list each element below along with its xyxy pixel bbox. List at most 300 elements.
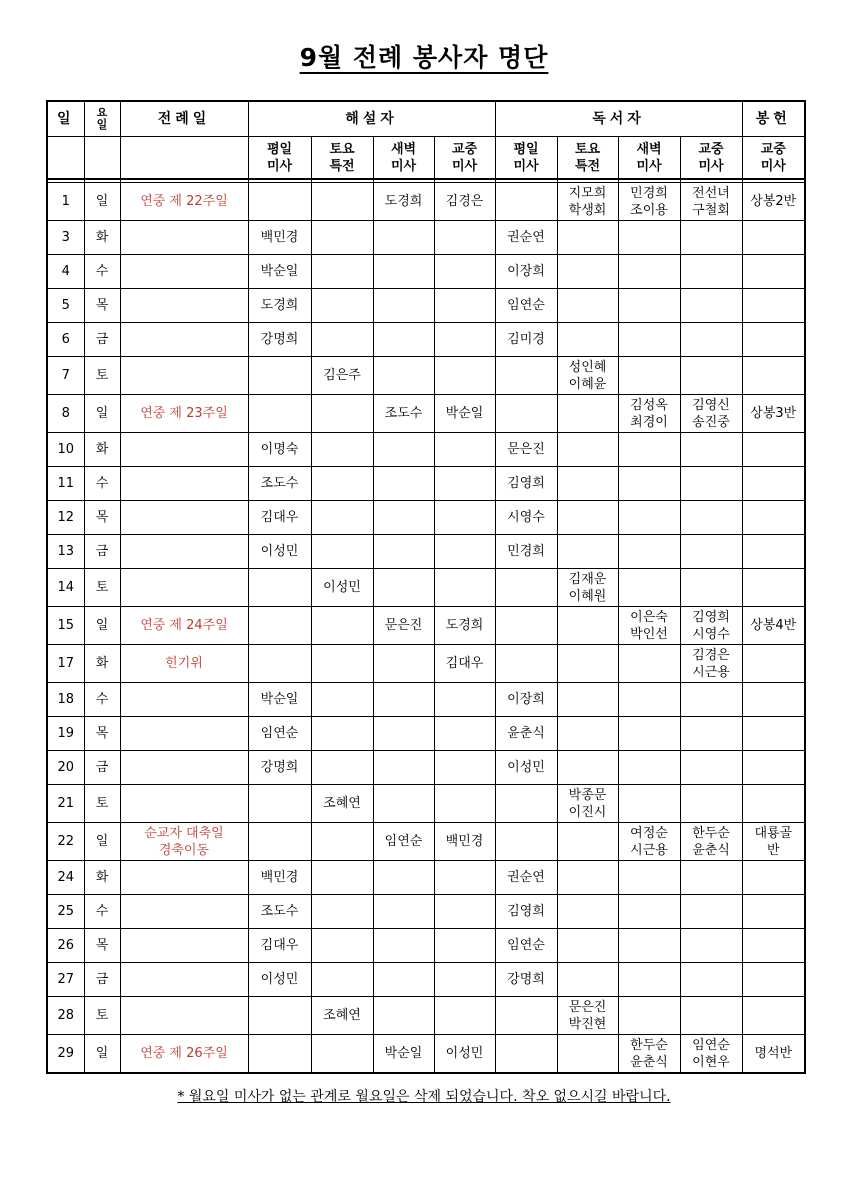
day-cell: 24 [47, 861, 84, 895]
assignment-cell: 대룡골 반 [742, 823, 805, 861]
assignment-cell [373, 501, 434, 535]
page-title [0, 38, 848, 74]
assignment-cell: 성인혜 이혜윤 [557, 357, 618, 395]
table-row [47, 1035, 805, 1074]
assignment-cell: 조도수 [248, 467, 311, 501]
assignment-cell [680, 751, 742, 785]
weekday-cell: 토 [84, 357, 120, 395]
sub-header: 새벽 미사 [618, 137, 680, 180]
liturgy-cell [120, 683, 248, 717]
table-row [47, 569, 805, 607]
weekday-cell: 화 [84, 861, 120, 895]
assignment-cell [618, 467, 680, 501]
assignment-cell [495, 823, 557, 861]
table-row [47, 183, 805, 221]
footnote-text: * 월요일 미사가 없는 관계로 월요일은 삭제 되었습니다. 착오 없으시길 바랍니다. [177, 1089, 671, 1105]
day-cell: 5 [47, 289, 84, 323]
assignment-cell: 윤춘식 [495, 717, 557, 751]
assignment-cell [618, 997, 680, 1035]
assignment-cell [248, 183, 311, 221]
day-cell: 1 [47, 183, 84, 221]
assignment-cell [680, 289, 742, 323]
assignment-cell [618, 785, 680, 823]
assignment-cell: 박순일 [248, 683, 311, 717]
weekday-cell: 수 [84, 467, 120, 501]
assignment-cell: 박순일 [373, 1035, 434, 1074]
assignment-cell: 김영희 시영수 [680, 607, 742, 645]
assignment-cell [373, 221, 434, 255]
assignment-cell [618, 357, 680, 395]
assignment-cell: 상봉4반 [742, 607, 805, 645]
assignment-cell [680, 357, 742, 395]
sub-header: 교중 미사 [742, 137, 805, 180]
assignment-cell [373, 963, 434, 997]
assignment-cell [742, 751, 805, 785]
assignment-cell [311, 717, 373, 751]
assignment-cell: 상봉3반 [742, 395, 805, 433]
liturgy-cell [120, 357, 248, 395]
assignment-cell [311, 255, 373, 289]
assignment-cell: 김영신 송진중 [680, 395, 742, 433]
assignment-cell [742, 501, 805, 535]
weekday-cell: 금 [84, 963, 120, 997]
roster-table [46, 100, 806, 1074]
assignment-cell [742, 929, 805, 963]
assignment-cell [557, 929, 618, 963]
assignment-cell [373, 535, 434, 569]
assignment-cell [680, 861, 742, 895]
assignment-cell: 이명숙 [248, 433, 311, 467]
assignment-cell [680, 433, 742, 467]
table-row [47, 357, 805, 395]
assignment-cell: 김경은 [434, 183, 495, 221]
weekday-cell: 일 [84, 395, 120, 433]
liturgy-cell [120, 501, 248, 535]
day-cell: 4 [47, 255, 84, 289]
header-reader: 독서자 [495, 101, 742, 137]
assignment-cell [680, 929, 742, 963]
assignment-cell [742, 289, 805, 323]
assignment-cell: 한두순 윤춘식 [618, 1035, 680, 1074]
assignment-cell [434, 895, 495, 929]
weekday-cell: 목 [84, 289, 120, 323]
assignment-cell: 김영희 [495, 895, 557, 929]
assignment-cell: 권순연 [495, 861, 557, 895]
assignment-cell: 백민경 [248, 861, 311, 895]
assignment-cell [373, 323, 434, 357]
assignment-cell [495, 997, 557, 1035]
assignment-cell [557, 289, 618, 323]
assignment-cell [248, 395, 311, 433]
table-row [47, 823, 805, 861]
assignment-cell [248, 997, 311, 1035]
assignment-cell [618, 323, 680, 357]
day-cell: 10 [47, 433, 84, 467]
assignment-cell [434, 963, 495, 997]
assignment-cell: 김성옥 최경이 [618, 395, 680, 433]
table-row [47, 963, 805, 997]
assignment-cell: 조혜연 [311, 997, 373, 1035]
assignment-cell [434, 751, 495, 785]
roster-body [47, 179, 805, 1073]
assignment-cell [618, 221, 680, 255]
assignment-cell [618, 569, 680, 607]
assignment-cell: 강명희 [495, 963, 557, 997]
assignment-cell: 이성민 [311, 569, 373, 607]
assignment-cell [680, 255, 742, 289]
assignment-cell [680, 717, 742, 751]
day-cell: 25 [47, 895, 84, 929]
assignment-cell [434, 289, 495, 323]
assignment-cell: 지모희 학생회 [557, 183, 618, 221]
liturgy-cell: 힌기위 [120, 645, 248, 683]
liturgy-cell [120, 323, 248, 357]
assignment-cell [311, 861, 373, 895]
assignment-cell [557, 963, 618, 997]
liturgy-cell [120, 963, 248, 997]
footnote [0, 1086, 848, 1106]
assignment-cell [434, 255, 495, 289]
assignment-cell [557, 683, 618, 717]
table-row [47, 501, 805, 535]
header-row-sub [47, 137, 805, 180]
assignment-cell [557, 751, 618, 785]
assignment-cell [680, 569, 742, 607]
assignment-cell [680, 323, 742, 357]
assignment-cell [680, 895, 742, 929]
assignment-cell [680, 963, 742, 997]
assignment-cell: 이성민 [434, 1035, 495, 1074]
table-row [47, 535, 805, 569]
assignment-cell: 임연순 [248, 717, 311, 751]
table-row [47, 221, 805, 255]
day-cell: 19 [47, 717, 84, 751]
table-row [47, 289, 805, 323]
liturgy-cell [120, 569, 248, 607]
assignment-cell [373, 467, 434, 501]
assignment-cell [311, 645, 373, 683]
assignment-cell: 조도수 [373, 395, 434, 433]
assignment-cell [618, 683, 680, 717]
assignment-cell [742, 645, 805, 683]
assignment-cell [618, 861, 680, 895]
sub-header: 새벽 미사 [373, 137, 434, 180]
assignment-cell: 김대우 [248, 929, 311, 963]
table-row [47, 861, 805, 895]
day-cell: 26 [47, 929, 84, 963]
assignment-cell [557, 861, 618, 895]
assignment-cell [311, 1035, 373, 1074]
assignment-cell: 문은진 박진현 [557, 997, 618, 1035]
weekday-cell: 금 [84, 535, 120, 569]
assignment-cell [434, 785, 495, 823]
liturgy-cell [120, 433, 248, 467]
assignment-cell [373, 645, 434, 683]
weekday-cell: 목 [84, 501, 120, 535]
header-commentator: 해설자 [248, 101, 495, 137]
assignment-cell [434, 221, 495, 255]
day-cell: 11 [47, 467, 84, 501]
assignment-cell [373, 929, 434, 963]
assignment-cell [618, 717, 680, 751]
assignment-cell [742, 683, 805, 717]
assignment-cell: 강명희 [248, 323, 311, 357]
assignment-cell: 김미경 [495, 323, 557, 357]
assignment-cell [742, 357, 805, 395]
table-row [47, 433, 805, 467]
assignment-cell [373, 683, 434, 717]
assignment-cell [434, 501, 495, 535]
assignment-cell: 민경희 조이용 [618, 183, 680, 221]
table-row [47, 929, 805, 963]
assignment-cell [311, 323, 373, 357]
table-row [47, 751, 805, 785]
assignment-cell [618, 895, 680, 929]
assignment-cell [557, 433, 618, 467]
assignment-cell: 도경희 [434, 607, 495, 645]
header-blank [120, 137, 248, 180]
assignment-cell [680, 501, 742, 535]
day-cell: 22 [47, 823, 84, 861]
table-row [47, 645, 805, 683]
assignment-cell [373, 433, 434, 467]
weekday-cell: 수 [84, 895, 120, 929]
weekday-cell: 금 [84, 751, 120, 785]
liturgy-cell [120, 535, 248, 569]
liturgy-cell [120, 255, 248, 289]
weekday-cell: 수 [84, 683, 120, 717]
assignment-cell [742, 963, 805, 997]
assignment-cell [680, 535, 742, 569]
liturgy-cell [120, 467, 248, 501]
assignment-cell [373, 861, 434, 895]
assignment-cell [434, 535, 495, 569]
day-cell: 7 [47, 357, 84, 395]
assignment-cell [557, 535, 618, 569]
assignment-cell [618, 963, 680, 997]
liturgy-cell: 순교자 대축일 경축이동 [120, 823, 248, 861]
assignment-cell: 김대우 [434, 645, 495, 683]
assignment-cell [311, 751, 373, 785]
assignment-cell [557, 501, 618, 535]
sub-header: 평일 미사 [495, 137, 557, 180]
assignment-cell [434, 683, 495, 717]
assignment-cell [742, 997, 805, 1035]
liturgy-cell: 연중 제 26주일 [120, 1035, 248, 1074]
assignment-cell: 김대우 [248, 501, 311, 535]
table-row [47, 717, 805, 751]
day-cell: 28 [47, 997, 84, 1035]
assignment-cell: 이장희 [495, 683, 557, 717]
assignment-cell [618, 289, 680, 323]
assignment-cell [742, 717, 805, 751]
header-offertory: 봉헌 [742, 101, 805, 137]
assignment-cell: 박순일 [248, 255, 311, 289]
assignment-cell [557, 395, 618, 433]
assignment-cell: 이장희 [495, 255, 557, 289]
assignment-cell [311, 183, 373, 221]
assignment-cell [618, 255, 680, 289]
assignment-cell: 백민경 [248, 221, 311, 255]
assignment-cell [311, 823, 373, 861]
assignment-cell: 조도수 [248, 895, 311, 929]
sub-header: 토요 특전 [311, 137, 373, 180]
assignment-cell [248, 569, 311, 607]
assignment-cell [742, 861, 805, 895]
assignment-cell [248, 823, 311, 861]
day-cell: 3 [47, 221, 84, 255]
sub-header: 평일 미사 [248, 137, 311, 180]
assignment-cell [248, 357, 311, 395]
header-weekday: 요 일 [84, 101, 120, 137]
liturgy-cell [120, 997, 248, 1035]
assignment-cell [557, 607, 618, 645]
assignment-cell [373, 895, 434, 929]
assignment-cell [311, 467, 373, 501]
assignment-cell [495, 645, 557, 683]
liturgy-cell [120, 895, 248, 929]
weekday-cell: 일 [84, 823, 120, 861]
liturgy-cell: 연중 제 23주일 [120, 395, 248, 433]
assignment-cell [495, 1035, 557, 1074]
assignment-cell [618, 433, 680, 467]
day-cell: 13 [47, 535, 84, 569]
weekday-cell: 화 [84, 433, 120, 467]
assignment-cell: 문은진 [373, 607, 434, 645]
sub-header: 토요 특전 [557, 137, 618, 180]
table-row [47, 895, 805, 929]
liturgy-cell: 연중 제 24주일 [120, 607, 248, 645]
assignment-cell [495, 183, 557, 221]
weekday-cell: 일 [84, 1035, 120, 1074]
liturgy-cell [120, 929, 248, 963]
weekday-cell: 일 [84, 607, 120, 645]
assignment-cell [618, 751, 680, 785]
assignment-cell: 조혜연 [311, 785, 373, 823]
assignment-cell: 김은주 [311, 357, 373, 395]
assignment-cell [311, 895, 373, 929]
assignment-cell [495, 569, 557, 607]
assignment-cell [742, 467, 805, 501]
table-row [47, 255, 805, 289]
table-row [47, 607, 805, 645]
assignment-cell [557, 645, 618, 683]
liturgy-cell: 연중 제 22주일 [120, 183, 248, 221]
assignment-cell [248, 607, 311, 645]
assignment-cell [557, 323, 618, 357]
weekday-cell: 토 [84, 997, 120, 1035]
title-text: 9월 전례 봉사자 명단 [299, 43, 549, 72]
day-cell: 6 [47, 323, 84, 357]
assignment-cell [557, 895, 618, 929]
assignment-cell: 이은숙 박인선 [618, 607, 680, 645]
assignment-cell [742, 255, 805, 289]
header-day: 일 [47, 101, 84, 137]
table-row [47, 323, 805, 357]
assignment-cell [557, 717, 618, 751]
assignment-cell [311, 221, 373, 255]
assignment-cell: 임연순 이현우 [680, 1035, 742, 1074]
assignment-cell [742, 221, 805, 255]
assignment-cell: 이성민 [248, 535, 311, 569]
assignment-cell [373, 751, 434, 785]
assignment-cell: 전선녀 구철회 [680, 183, 742, 221]
day-cell: 14 [47, 569, 84, 607]
assignment-cell [742, 569, 805, 607]
assignment-cell [311, 433, 373, 467]
assignment-cell [557, 467, 618, 501]
day-cell: 12 [47, 501, 84, 535]
assignment-cell [557, 255, 618, 289]
assignment-cell [680, 683, 742, 717]
liturgy-cell [120, 717, 248, 751]
assignment-cell [311, 929, 373, 963]
assignment-cell: 문은진 [495, 433, 557, 467]
assignment-cell [434, 323, 495, 357]
assignment-cell: 임연순 [495, 289, 557, 323]
table-row [47, 467, 805, 501]
assignment-cell [434, 717, 495, 751]
assignment-cell [373, 997, 434, 1035]
assignment-cell: 임연순 [373, 823, 434, 861]
assignment-cell: 임연순 [495, 929, 557, 963]
liturgy-cell [120, 289, 248, 323]
assignment-cell [434, 861, 495, 895]
assignment-cell [495, 607, 557, 645]
sub-header: 교중 미사 [680, 137, 742, 180]
assignment-cell [680, 997, 742, 1035]
assignment-cell: 여정순 시근용 [618, 823, 680, 861]
assignment-cell: 강명희 [248, 751, 311, 785]
weekday-cell: 수 [84, 255, 120, 289]
assignment-cell [495, 357, 557, 395]
assignment-cell: 도경희 [373, 183, 434, 221]
assignment-cell: 명석반 [742, 1035, 805, 1074]
assignment-cell: 김경은 시근용 [680, 645, 742, 683]
assignment-cell [373, 357, 434, 395]
assignment-cell [618, 535, 680, 569]
assignment-cell [311, 395, 373, 433]
assignment-cell [373, 289, 434, 323]
weekday-cell: 일 [84, 183, 120, 221]
assignment-cell [434, 433, 495, 467]
assignment-cell: 이성민 [248, 963, 311, 997]
assignment-cell [434, 997, 495, 1035]
assignment-cell: 민경희 [495, 535, 557, 569]
assignment-cell: 시영수 [495, 501, 557, 535]
assignment-cell [373, 785, 434, 823]
assignment-cell [618, 645, 680, 683]
assignment-cell [680, 467, 742, 501]
sub-header: 교중 미사 [434, 137, 495, 180]
assignment-cell [680, 785, 742, 823]
weekday-cell: 화 [84, 221, 120, 255]
day-cell: 27 [47, 963, 84, 997]
assignment-cell [311, 607, 373, 645]
assignment-cell: 김영희 [495, 467, 557, 501]
assignment-cell [742, 535, 805, 569]
assignment-cell [495, 395, 557, 433]
assignment-cell: 백민경 [434, 823, 495, 861]
assignment-cell: 박순일 [434, 395, 495, 433]
weekday-cell: 화 [84, 645, 120, 683]
table-row [47, 785, 805, 823]
table-row [47, 395, 805, 433]
day-cell: 21 [47, 785, 84, 823]
header-row-main [47, 101, 805, 137]
day-cell: 29 [47, 1035, 84, 1074]
day-cell: 17 [47, 645, 84, 683]
